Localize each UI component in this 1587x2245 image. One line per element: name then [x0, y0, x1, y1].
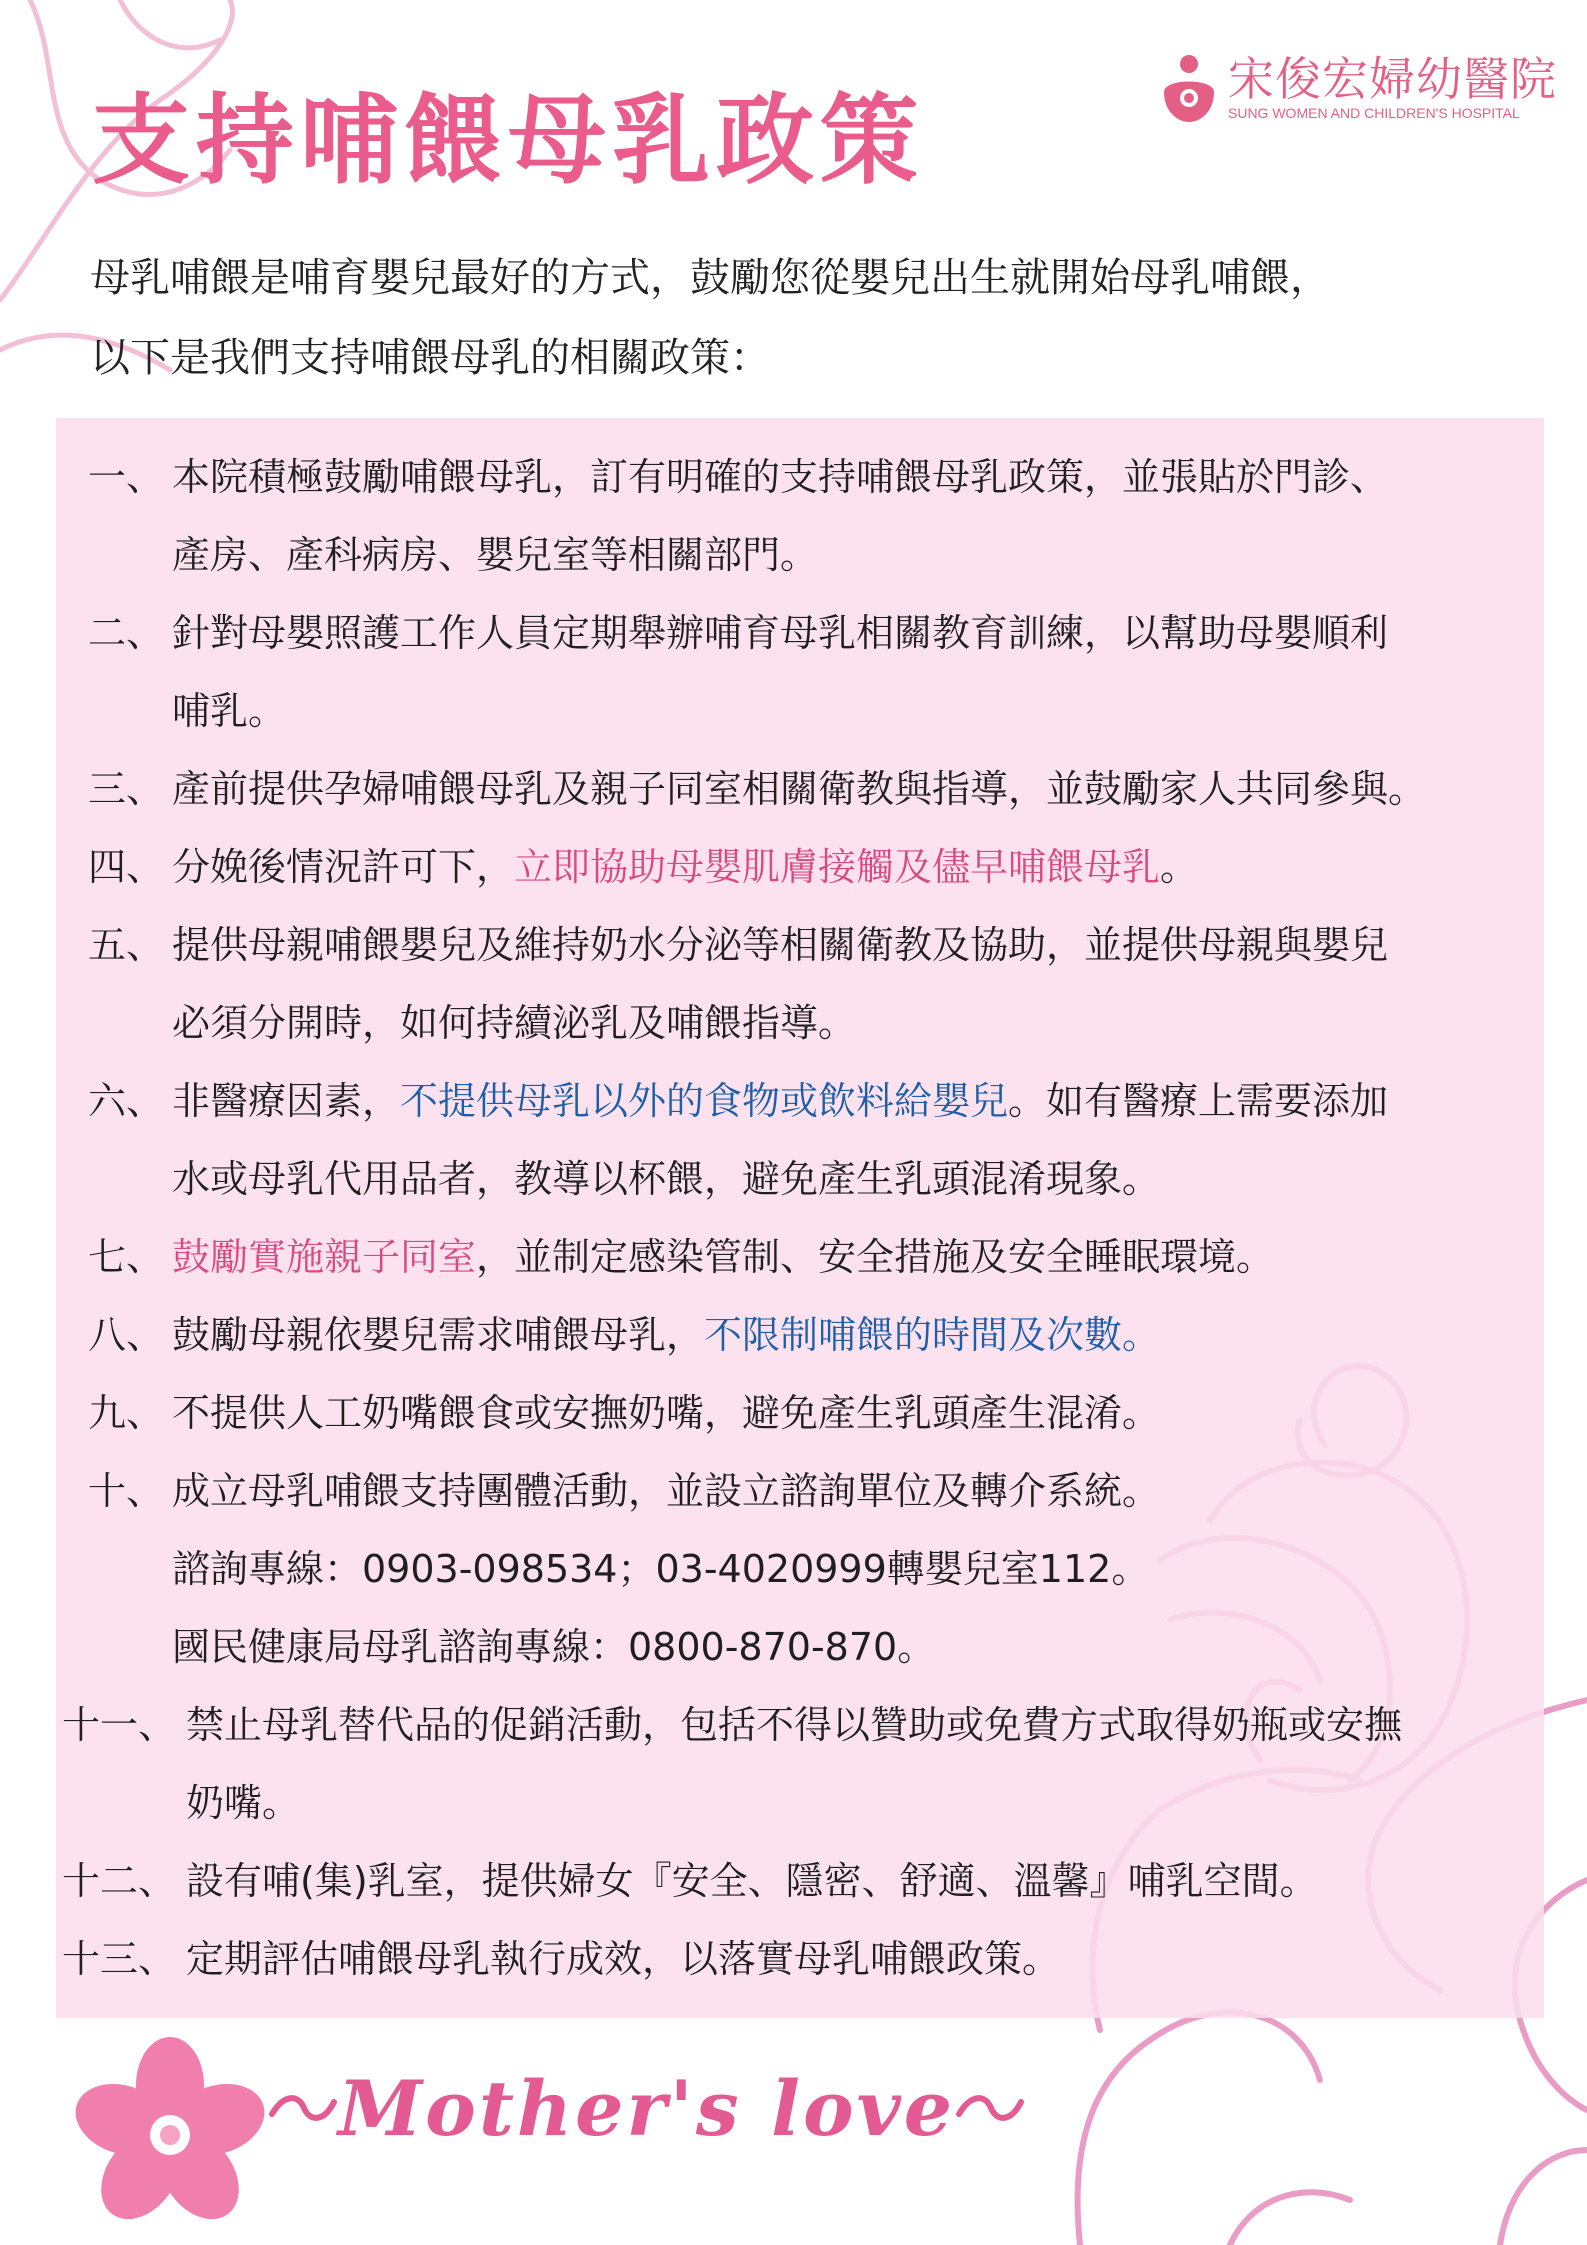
policy-number: 一、	[88, 455, 165, 499]
policy-text-part: 。	[1160, 845, 1199, 889]
policy-text-part: 分娩後情況許可下，	[172, 845, 515, 889]
policy-text: 成立母乳哺餵支持團體活動，並設立諮詢單位及轉介系統。	[172, 1469, 1161, 1513]
policy-text: 禁止母乳替代品的促銷活動，包括不得以贊助或免費方式取得奶瓶或安撫	[186, 1703, 1403, 1747]
policy-item-continuation	[0, 984, 1587, 1062]
policy-text-part: 。如有醫療上需要添加	[1008, 1079, 1389, 1123]
mother-child-logo-icon	[1158, 52, 1220, 124]
policy-number: 三、	[88, 767, 165, 811]
pink-highlight-text: 立即協助母嬰肌膚接觸及儘早哺餵母乳	[514, 845, 1161, 889]
policy-text-part: 鼓勵母親依嬰兒需求哺餵母乳，	[172, 1313, 705, 1357]
policy-item	[0, 1920, 1587, 1998]
pink-highlight-text: 鼓勵實施親子同室	[172, 1235, 477, 1279]
intro-line: 母乳哺餵是哺育嬰兒最好的方式，鼓勵您從嬰兒出生就開始母乳哺餵，	[90, 255, 1330, 301]
national-hotline: 國民健康局母乳諮詢專線：0800-870-870。	[172, 1625, 936, 1669]
tilde-left-icon	[268, 2088, 338, 2128]
policy-number: 八、	[88, 1313, 165, 1357]
mothers-love-motto	[268, 2048, 1025, 2168]
policy-text: 提供母親哺餵嬰兒及維持奶水分泌等相關衛教及協助，並提供母親與嬰兒	[172, 923, 1389, 967]
policy-item	[0, 594, 1587, 672]
tilde-right-icon	[955, 2088, 1025, 2128]
policy-text	[172, 828, 1198, 906]
policy-number: 五、	[88, 923, 165, 967]
hospital-english-name: SUNG WOMEN AND CHILDREN'S HOSPITAL	[1228, 105, 1520, 121]
policy-item-continuation	[0, 1530, 1587, 1608]
policy-text: 水或母乳代用品者，教導以杯餵，避免產生乳頭混淆現象。	[172, 1157, 1161, 1201]
policy-item	[0, 1218, 1587, 1296]
policy-item-continuation	[0, 516, 1587, 594]
policy-number: 十三、	[62, 1937, 177, 1981]
consultation-hotline: 諮詢專線：0903-098534；03-4020999轉嬰兒室112。	[172, 1547, 1150, 1591]
policy-list	[0, 438, 1587, 1998]
policy-item	[0, 438, 1587, 516]
flower-icon	[66, 2037, 273, 2234]
policy-text: 設有哺(集)乳室，提供婦女『安全、隱密、舒適、溫馨』哺乳空間。	[186, 1859, 1318, 1903]
policy-item-continuation	[0, 672, 1587, 750]
intro-paragraph	[90, 238, 1330, 398]
intro-line: 以下是我們支持哺餵母乳的相關政策：	[90, 335, 770, 381]
policy-item	[0, 1452, 1587, 1530]
policy-text: 定期評估哺餵母乳執行成效，以落實母乳哺餵政策。	[186, 1937, 1061, 1981]
policy-number: 六、	[88, 1079, 165, 1123]
policy-item	[0, 1296, 1587, 1374]
policy-item-continuation	[0, 1140, 1587, 1218]
policy-text: 本院積極鼓勵哺餵母乳，訂有明確的支持哺餵母乳政策，並張貼於門診、	[172, 455, 1389, 499]
policy-text: 不提供人工奶嘴餵食或安撫奶嘴，避免產生乳頭產生混淆。	[172, 1391, 1161, 1435]
policy-text	[172, 1062, 1388, 1140]
policy-item	[0, 1842, 1587, 1920]
policy-number: 十、	[88, 1469, 165, 1513]
blue-highlight-text: 不提供母乳以外的食物或飲料給嬰兒	[400, 1079, 1009, 1123]
policy-item	[0, 828, 1587, 906]
policy-text: 必須分開時，如何持續泌乳及哺餵指導。	[172, 1001, 857, 1045]
policy-text: 針對母嬰照護工作人員定期舉辦哺育母乳相關教育訓練，以幫助母嬰順利	[172, 611, 1389, 655]
policy-number: 七、	[88, 1235, 165, 1279]
policy-number: 十二、	[62, 1859, 177, 1903]
policy-number: 九、	[88, 1391, 165, 1435]
policy-text-part: 非醫療因素，	[172, 1079, 401, 1123]
hospital-logo	[1158, 48, 1557, 128]
policy-number: 四、	[88, 845, 165, 889]
policy-item	[0, 750, 1587, 828]
policy-text	[172, 1218, 1274, 1296]
policy-text	[172, 1296, 1160, 1374]
policy-number: 二、	[88, 611, 165, 655]
policy-item	[0, 906, 1587, 984]
policy-text: 產房、產科病房、嬰兒室等相關部門。	[172, 533, 819, 577]
policy-item	[0, 1686, 1587, 1764]
policy-item-continuation	[0, 1608, 1587, 1686]
policy-item	[0, 1374, 1587, 1452]
policy-text-part: ，並制定感染管制、安全措施及安全睡眠環境。	[476, 1235, 1275, 1279]
policy-item	[0, 1062, 1587, 1140]
policy-text: 奶嘴。	[186, 1781, 301, 1825]
blue-highlight-text: 不限制哺餵的時間及次數。	[704, 1313, 1161, 1357]
policy-text: 哺乳。	[172, 689, 287, 733]
policy-text: 產前提供孕婦哺餵母乳及親子同室相關衛教與指導，並鼓勵家人共同參與。	[172, 767, 1427, 811]
hospital-name: 宋俊宏婦幼醫院	[1228, 52, 1557, 106]
motto-text: Mother's love	[338, 2063, 956, 2153]
policy-number: 十一、	[62, 1703, 177, 1747]
policy-item-continuation	[0, 1764, 1587, 1842]
page-title: 支持哺餵母乳政策	[92, 84, 925, 198]
